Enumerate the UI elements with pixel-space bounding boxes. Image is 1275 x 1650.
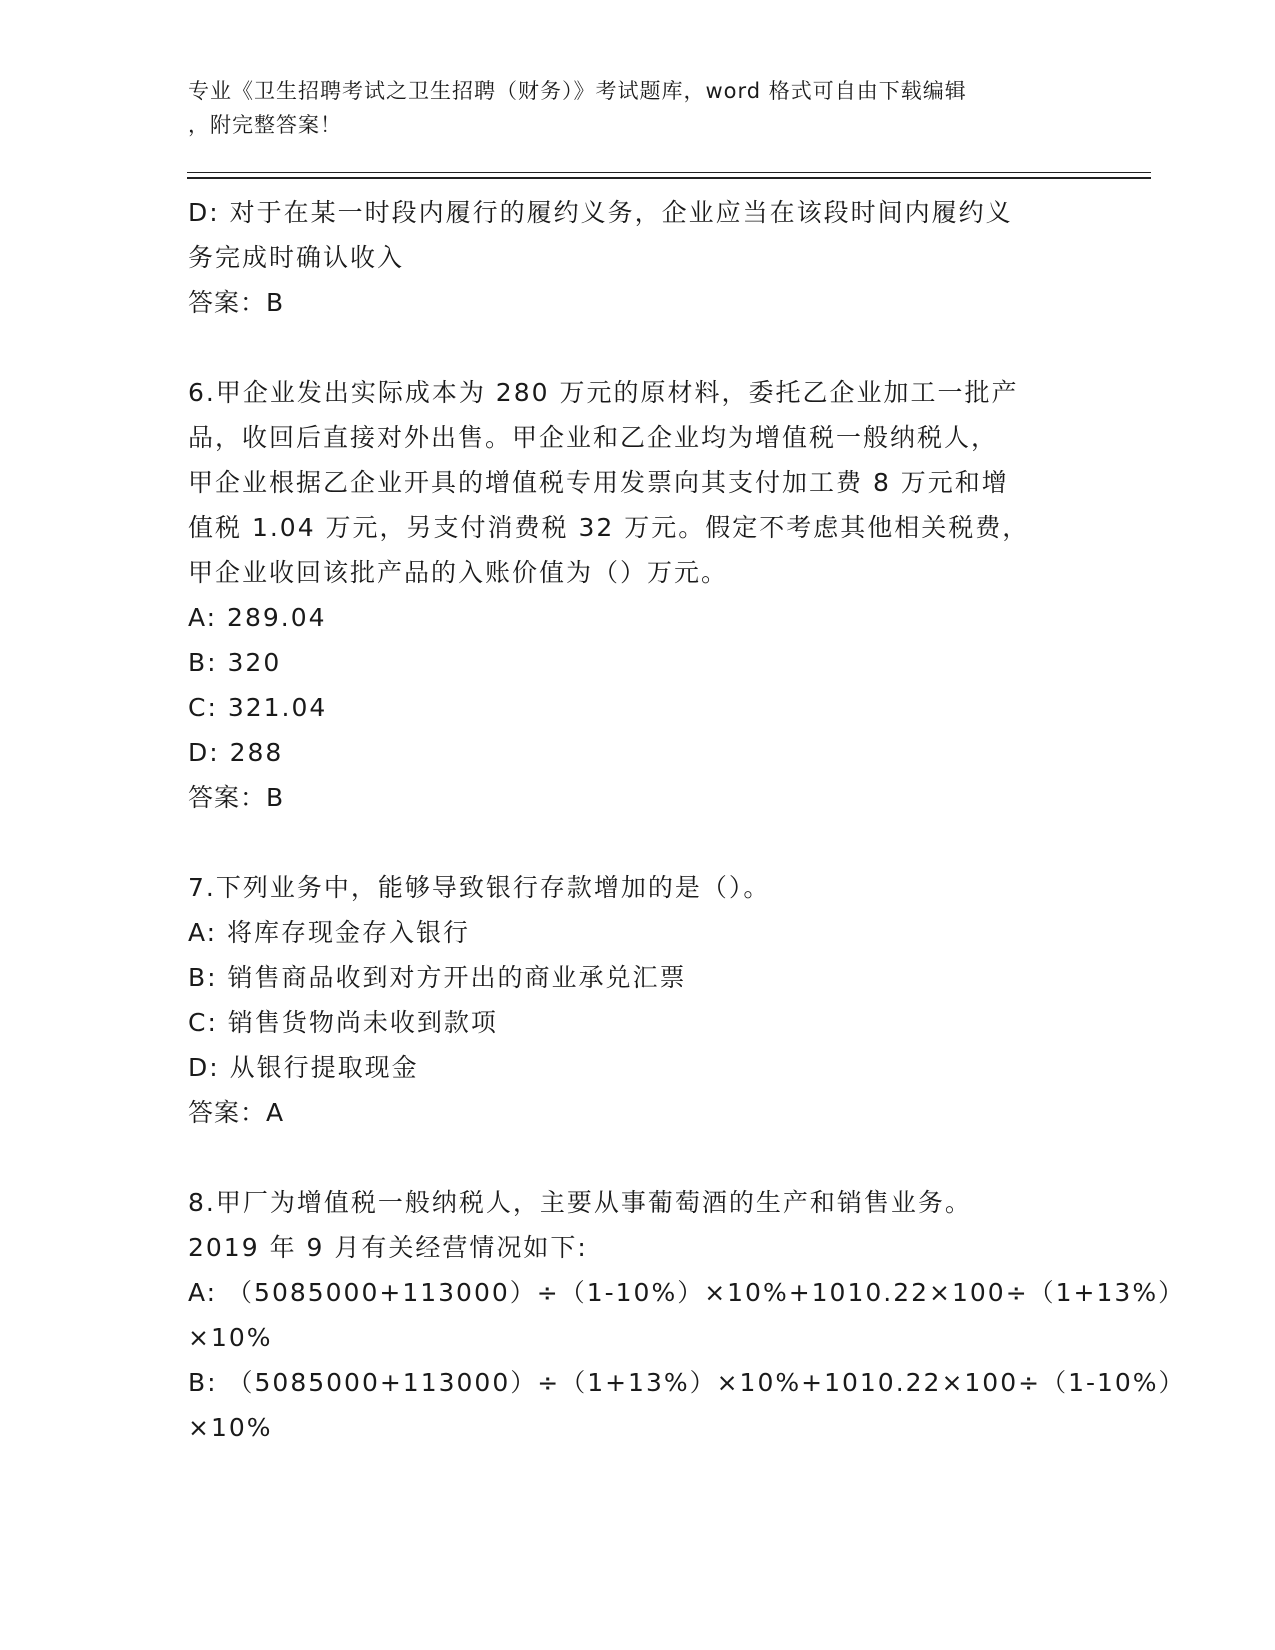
option-a: A: 289.04 (188, 603, 327, 632)
option-a: A: 将库存现金存入银行 (188, 918, 471, 947)
spacer (188, 325, 1068, 370)
header-title-line-2: ，附完整答案！ (188, 113, 342, 137)
option-b: B: （5085000+113000）÷（1+13%）×10%+1010.22×100÷（1-10%） (188, 1368, 1186, 1397)
option-d: D: 对于在某一时段内履行的履约义务，企业应当在该段时间内履约义 (188, 198, 1013, 227)
option-c: C: 321.04 (188, 693, 328, 722)
option-a-continuation: ×10% (188, 1323, 273, 1352)
document-header (188, 74, 1068, 142)
option-b: B: 销售商品收到对方开出的商业承兑汇票 (188, 963, 687, 992)
question-stem-line: 8.甲厂为增值税一般纳税人，主要从事葡萄酒的生产和销售业务。 (188, 1188, 972, 1217)
option-b: B: 320 (188, 648, 282, 677)
header-divider-thin (187, 172, 1151, 173)
question-8 (188, 1180, 1186, 1450)
option-a: A: （5085000+113000）÷（1-10%）×10%+1010.22×100÷（1+13%） (188, 1278, 1186, 1307)
question-stem-line: 2019 年 9 月有关经营情况如下: (188, 1233, 588, 1262)
header-divider-thick (187, 177, 1151, 179)
question-stem-line: 值税 1.04 万元，另支付消费税 32 万元。假定不考虑其他相关税费， (188, 513, 1030, 542)
question-stem-line: 甲企业根据乙企业开具的增值税专用发票向其支付加工费 8 万元和增 (188, 468, 1009, 497)
previous-question-tail (188, 190, 1068, 325)
option-d: D: 288 (188, 738, 284, 767)
question-stem: 7.下列业务中，能够导致银行存款增加的是（）。 (188, 873, 771, 902)
answer: 答案：B (188, 288, 285, 317)
option-d: D: 从银行提取现金 (188, 1053, 419, 1082)
answer: 答案：A (188, 1098, 285, 1127)
question-6 (188, 370, 1068, 820)
option-d-continuation: 务完成时确认收入 (188, 243, 405, 272)
option-b-continuation: ×10% (188, 1413, 273, 1442)
question-content (188, 190, 1186, 1450)
question-7 (188, 865, 1068, 1135)
question-stem-line: 品，收回后直接对外出售。甲企业和乙企业均为增值税一般纳税人， (188, 423, 999, 452)
spacer (188, 1135, 1068, 1180)
option-c: C: 销售货物尚未收到款项 (188, 1008, 498, 1037)
question-stem-line: 6.甲企业发出实际成本为 280 万元的原材料，委托乙企业加工一批产 (188, 378, 1019, 407)
spacer (188, 820, 1068, 865)
question-stem-line: 甲企业收回该批产品的入账价值为（）万元。 (188, 558, 729, 587)
answer: 答案：B (188, 783, 285, 812)
header-title-line-1: 专业《卫生招聘考试之卫生招聘（财务）》考试题库，word 格式可自由下载编辑 (188, 79, 967, 103)
